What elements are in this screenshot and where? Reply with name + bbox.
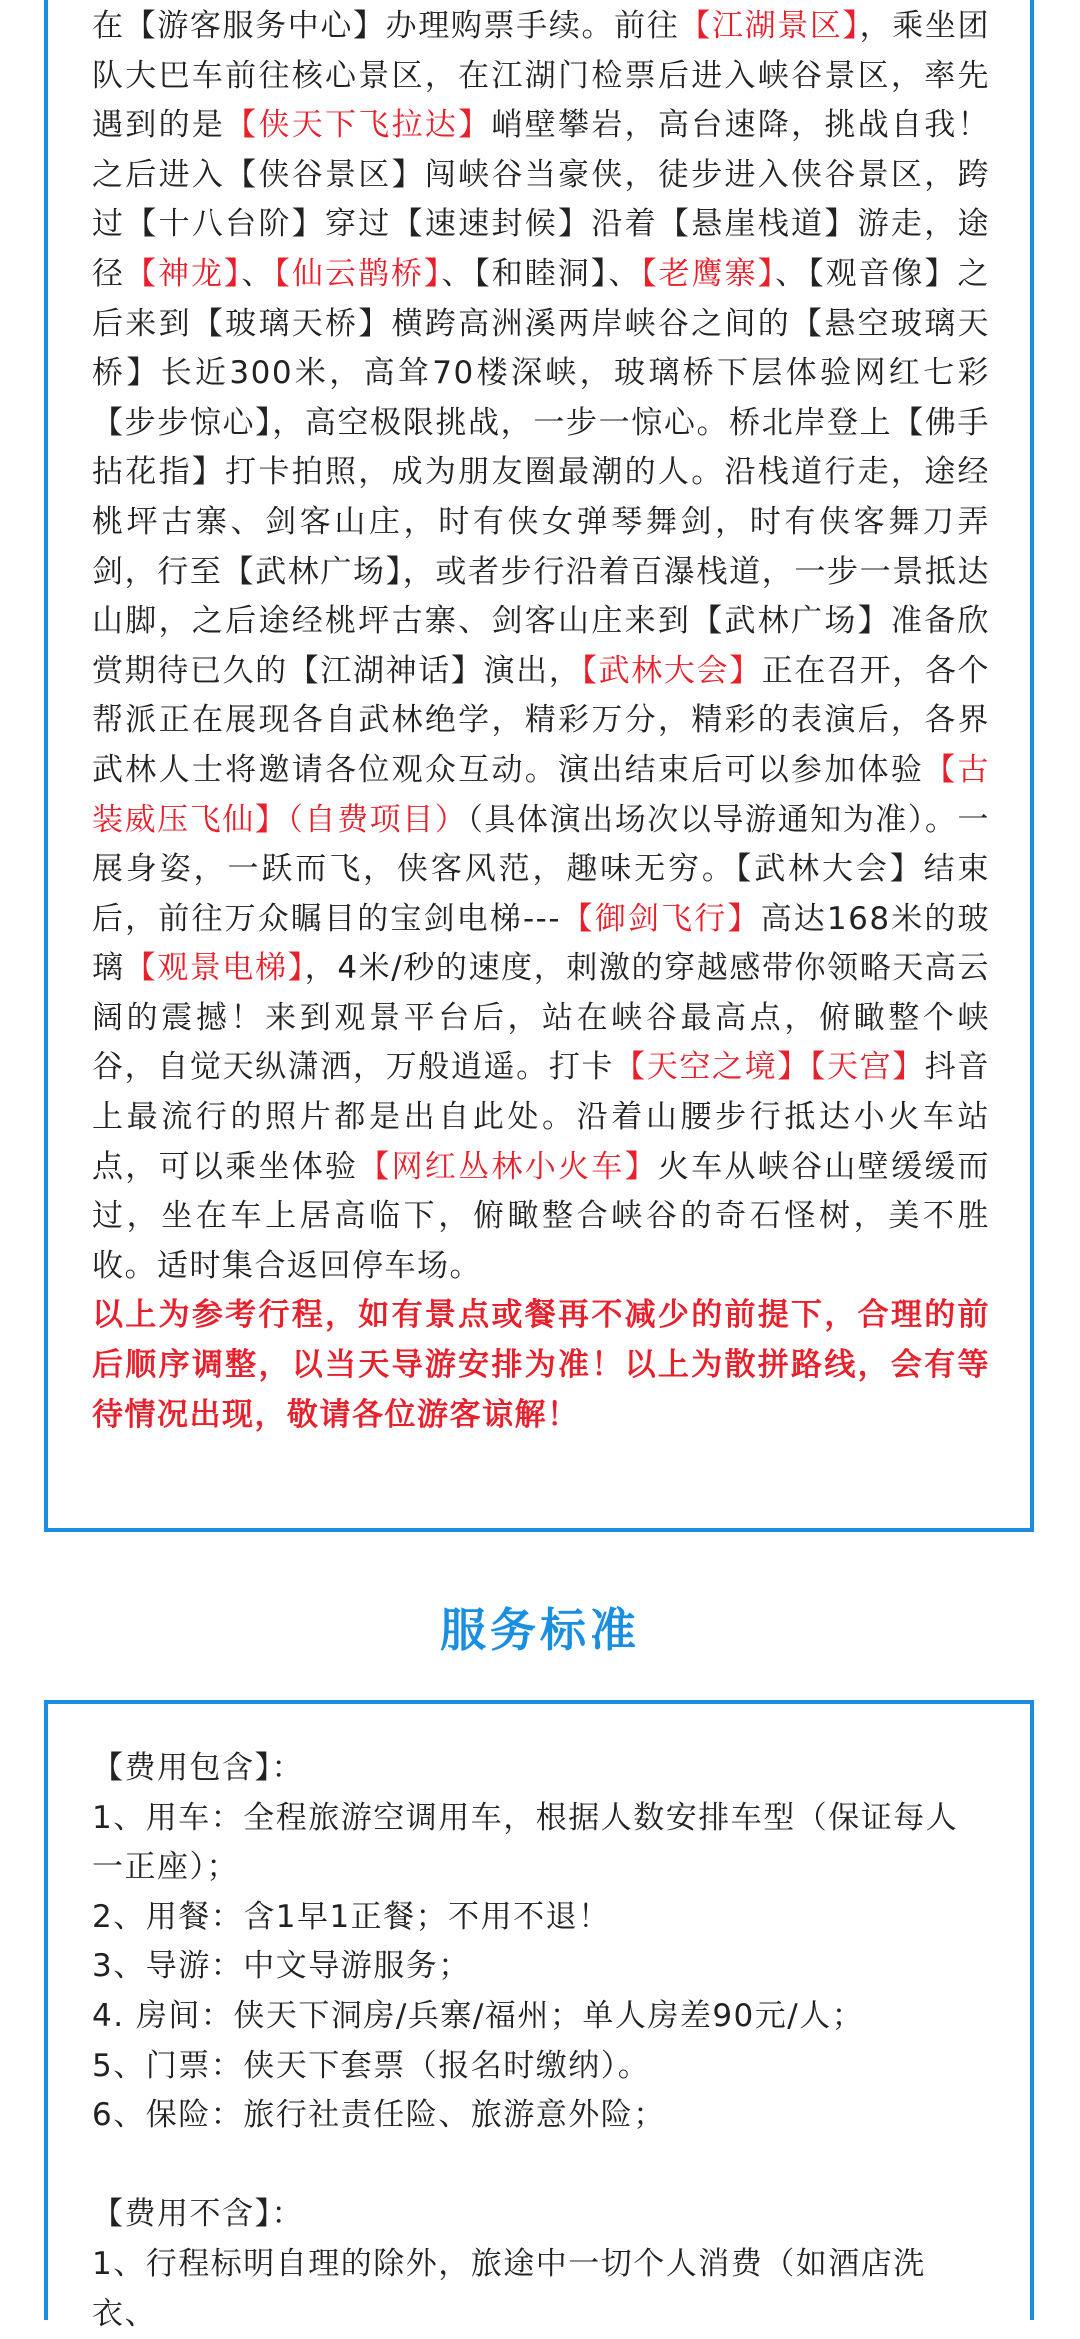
itinerary-segment: 、【和睦洞】、 bbox=[441, 255, 642, 292]
itinerary-segment: 火车从峡谷山壁缓缓而过，坐在车上居高临下，俯瞰整合峡谷的奇石怪树，美不胜收。适时集合返回停车场。 bbox=[92, 1148, 991, 1284]
highlight-wulin-conference: 【武林大会】 bbox=[581, 652, 762, 689]
list-item: 4. 房间：侠天下洞房/兵寨/福州；单人房差90元/人； bbox=[92, 1997, 865, 2034]
itinerary-segment: ，4米/秒的速度，刺激的穿越感带你领略天高云阔的震撼！来到观景平台后，站在峡谷最高点，俯瞰整个峡谷，自觉天纵潇洒，万般逍遥。打卡 bbox=[92, 950, 991, 1086]
itinerary-segment: 抖音上最流行的照片都是出自此处。沿着山腰步行抵达小火车站点，可以乘坐体验 bbox=[92, 1049, 991, 1185]
highlight-shenlong: 【神龙】 bbox=[124, 255, 242, 292]
list-item: 6、保险：旅行社责任险、旅游意外险； bbox=[92, 2097, 666, 2134]
itinerary-segment: 、 bbox=[241, 255, 275, 292]
list-spacer bbox=[92, 2141, 990, 2191]
highlight-jungle-train: 【网红丛林小火车】 bbox=[358, 1148, 658, 1185]
list-item: 1、用车：全程旅游空调用车，根据人数安排车型（保证每人一正座）； bbox=[92, 1799, 959, 1886]
highlight-jianghu-scenic: 【江湖景区】 bbox=[679, 8, 860, 44]
itinerary-segment: ，乘坐团队大巴车前往核心景区，在江湖门检票后进入峡谷景区，率先遇到的是 bbox=[92, 8, 991, 144]
itinerary-box bbox=[44, 0, 1034, 1532]
itinerary-segment: 正在召开，各个帮派正在展现各自武林绝学，精彩万分，精彩的表演后，各界武林人士将邀请各位观众互动。演出结束后可以参加体验 bbox=[92, 652, 991, 788]
highlight-eagle-village: 【老鹰寨】 bbox=[641, 255, 776, 292]
highlight-sword-flight: 【御剑飞行】 bbox=[561, 900, 761, 937]
section-title-service-standard: 服务标准 bbox=[440, 1603, 640, 1657]
itinerary-segment: 高达168米的玻璃 bbox=[92, 900, 991, 987]
itinerary-segment: 峭壁攀岩，高台速降，挑战自我！之后进入【侠谷景区】闯峡谷当豪侠，徒步进入侠谷景区，跨过【十八台阶】穿过【速速封候】沿着【悬崖栈道】游走，途径 bbox=[92, 107, 991, 292]
highlight-xianyun-bridge: 【仙云鹊桥】 bbox=[274, 255, 442, 292]
itinerary-note: 以上为参考行程，如有景点或餐再不减少的前提下，合理的前后顺序调整，以当天导游安排为准！以上为散拼路线，会有等待情况出现，敬请各位游客谅解！ bbox=[92, 1297, 990, 1433]
highlight-sky-palace: 【天宫】 bbox=[809, 1049, 925, 1086]
list-item: 3、导游：中文导游服务； bbox=[92, 1948, 471, 1985]
highlight-via-ferrata: 【侠天下飞拉达】 bbox=[225, 107, 492, 144]
excluded-header: 【费用不含】： bbox=[92, 2196, 304, 2233]
service-list bbox=[48, 1704, 1030, 2339]
highlight-sky-mirror: 【天空之境】 bbox=[614, 1049, 810, 1086]
included-header: 【费用包含】： bbox=[92, 1750, 304, 1786]
list-item: 2、用餐：含1早1正餐；不用不退！ bbox=[92, 1898, 611, 1935]
itinerary-segment: 、【观音像】之后来到【玻璃天桥】横跨高洲溪两岸峡谷之间的【悬空玻璃天桥】长近300米，高耸70楼深峡，玻璃桥下层体验网红七彩【步步惊心】，高空极限挑战，一步一惊心。桥北岸登上【佛手拈花指】打卡拍照，成为朋友圈最潮的人。沿栈道行走，途经桃坪古寨、剑客山庄，时有侠女弹琴舞剑，时有侠客舞刀弄剑，行至【武林广场】，或者步行沿着百瀑栈道，一步一景抵达山脚，之后途经桃坪古寨、剑客山庄来到【武林广场】准备欣赏期待已久的【江湖神话】演出， bbox=[92, 255, 991, 689]
list-item: 5、门票：侠天下套票（报名时缴纳）。 bbox=[92, 2047, 651, 2084]
highlight-wire-flying: 【古装威压飞仙】（自费项目） bbox=[92, 751, 991, 838]
itinerary-text bbox=[48, 0, 1030, 1291]
highlight-sightseeing-elevator: 【观景电梯】 bbox=[124, 950, 305, 987]
service-box bbox=[44, 1700, 1034, 2332]
itinerary-segment: （具体演出场次以导游通知为准）。一展身姿，一跃而飞，侠客风范，趣味无穷。【武林大会】结束后，前往万众瞩目的宝剑电梯--- bbox=[92, 801, 991, 937]
list-item: 1、行程标明自理的除外，旅途中一切个人消费（如酒店洗衣、 bbox=[92, 2245, 926, 2332]
itinerary-segment: 在【游客服务中心】办理购票手续。前往 bbox=[92, 8, 680, 44]
